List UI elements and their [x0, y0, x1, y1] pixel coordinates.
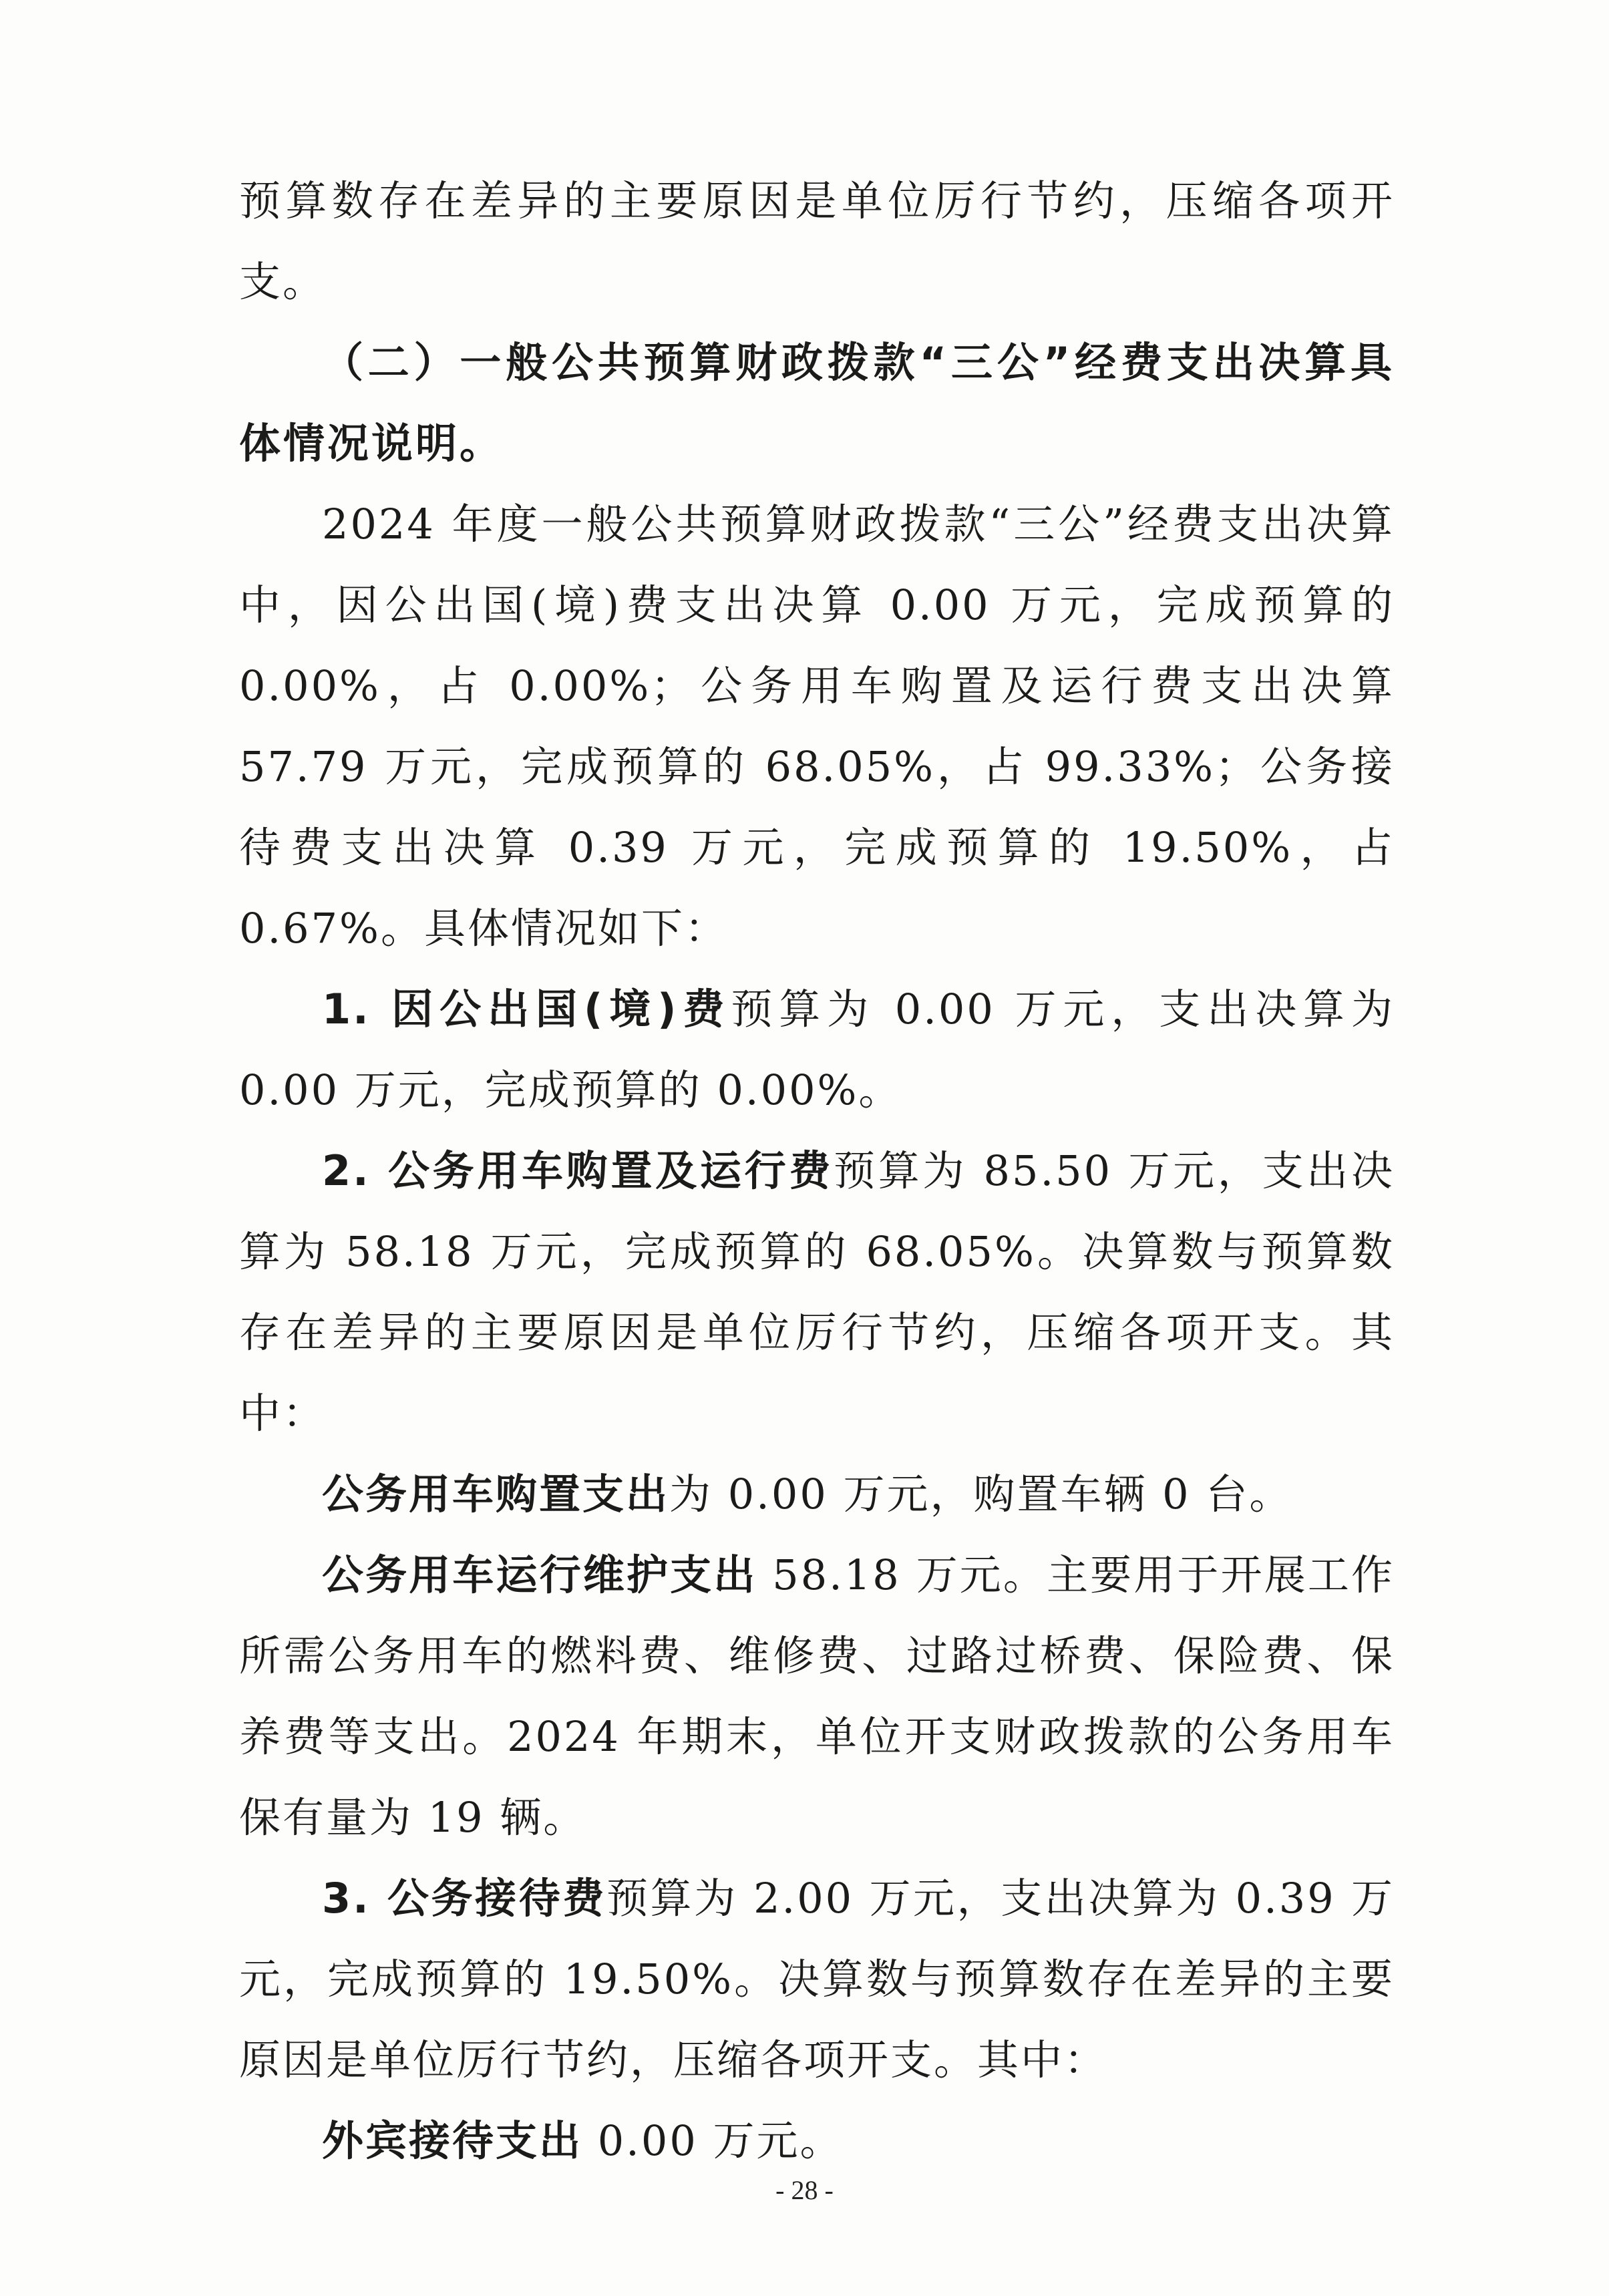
- item-3-title: 3. 公务接待费: [322, 1874, 606, 1923]
- paragraph-item-3: [239, 1858, 1395, 2100]
- paragraph-text: 预算数存在差异的主要原因是单位厉行节约，压缩各项开支。: [239, 176, 1395, 306]
- paragraph-summary: [239, 484, 1395, 969]
- paragraph-continuation: [239, 160, 1395, 322]
- paragraph-item-2: [239, 1130, 1395, 1454]
- item-3-text: 预算为 2.00 万元，支出决算为 0.39 万元，完成预算的 19.50%。决算数与预算数存在差异的主要原因是单位厉行节约，压缩各项开支。其中：: [239, 1874, 1395, 2084]
- paragraph-item-3a: [239, 2100, 1395, 2181]
- page-number: - 28 -: [775, 2175, 834, 2205]
- section-heading: （二）一般公共预算财政拨款“三公”经费支出决算具体情况说明。: [239, 338, 1395, 468]
- paragraph-item-1: [239, 969, 1395, 1130]
- paragraph-item-2a: [239, 1454, 1395, 1534]
- item-1-text: 预算为 0.00 万元，支出决算为 0.00 万元，完成预算的 0.00%。: [239, 985, 1395, 1114]
- item-3a-text: 0.00 万元。: [582, 2116, 844, 2165]
- item-2b-title: 公务用车运行维护支出: [322, 1550, 757, 1599]
- paragraph-item-2b: [239, 1534, 1395, 1858]
- item-1-title: 1. 因公出国(境)费: [322, 985, 731, 1033]
- paragraph-text: 2024 年度一般公共预算财政拨款“三公”经费支出决算中，因公出国(境)费支出决算 0.00 万元，完成预算的 0.00%，占 0.00%；公务用车购置及运行费支出决算 57.79 万元，完成预算的 68.05%，占 99.33%；公务接待费支出决算 0.39 万元，完成预算的 19.50%，占 0.67%。具体情况如下：: [239, 500, 1395, 953]
- item-2b-text: 58.18 万元。主要用于开展工作所需公务用车的燃料费、维修费、过路过桥费、保险费、保养费等支出。2024 年期末，单位开支财政拨款的公务用车保有量为 19 辆。: [239, 1550, 1395, 1842]
- item-2a-title: 公务用车购置支出: [322, 1470, 670, 1518]
- item-2-title: 2. 公务用车购置及运行费: [322, 1146, 834, 1195]
- document-body: [239, 160, 1395, 2181]
- item-2a-text: 为 0.00 万元，购置车辆 0 台。: [669, 1470, 1293, 1518]
- item-2-text: 预算为 85.50 万元，支出决算为 58.18 万元，完成预算的 68.05%。决算数与预算数存在差异的主要原因是单位厉行节约，压缩各项开支。其中：: [239, 1146, 1395, 1438]
- item-3a-title: 外宾接待支出: [322, 2116, 583, 2165]
